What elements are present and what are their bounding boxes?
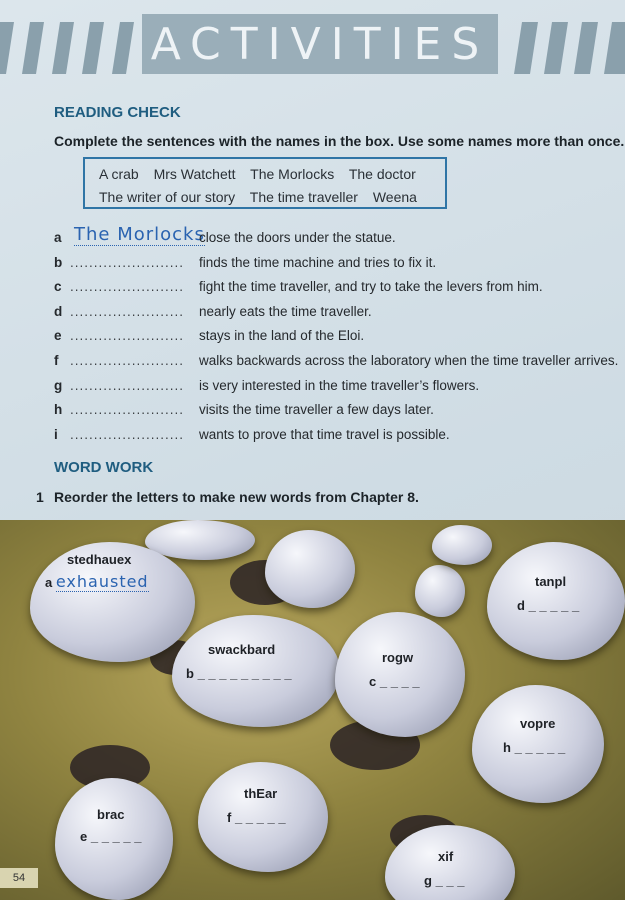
- sentence-letter: b: [54, 254, 63, 270]
- sentence-row: [54, 275, 614, 300]
- answer-blank[interactable]: ........................: [70, 279, 185, 295]
- answer-line: [369, 674, 420, 689]
- sentence-row: [54, 226, 614, 251]
- answer-line: [424, 873, 465, 888]
- small-rock: [265, 530, 355, 608]
- word-work-instruction: Reorder the letters to make new words from Chapter 8.: [54, 489, 419, 505]
- answer-line: [517, 598, 579, 613]
- scrambled-word: xif: [438, 849, 454, 864]
- sentence-text: nearly eats the time traveller.: [199, 303, 372, 319]
- answer-letter: e: [80, 829, 88, 844]
- answer-blank[interactable]: ........................: [70, 303, 185, 319]
- answer-letter: d: [517, 598, 525, 613]
- name-option: The doctor: [348, 166, 416, 182]
- sentence-row: [54, 374, 614, 399]
- scrambled-word: thEar: [244, 786, 278, 801]
- sentence-text: visits the time traveller a few days later.: [199, 402, 434, 418]
- scrambled-word: tanpl: [535, 574, 567, 589]
- answer-input[interactable]: _ _ _ _ _: [528, 598, 580, 613]
- name-option: The writer of our story: [99, 189, 236, 205]
- sentences-list: [54, 224, 619, 447]
- right-zigzag-decoration: [500, 14, 625, 76]
- reading-check-heading: READING CHECK: [54, 104, 181, 121]
- sentence-text: wants to prove that time travel is possible.: [199, 426, 450, 442]
- sentence-row: [54, 398, 614, 423]
- answer-letter: f: [227, 810, 232, 825]
- answer-input[interactable]: _ _ _ _ _: [90, 829, 142, 844]
- sentence-row: [54, 251, 614, 276]
- sentence-letter: a: [54, 230, 62, 245]
- scrambled-word: brac: [97, 807, 125, 822]
- answer-line: [80, 829, 141, 844]
- sentence-text: finds the time machine and tries to fix it.: [199, 254, 437, 270]
- answer-blank[interactable]: ........................: [70, 426, 185, 442]
- sentence-row: [54, 423, 614, 448]
- answer-blank[interactable]: The Morlocks: [74, 224, 205, 245]
- sentence-letter: e: [54, 328, 62, 344]
- sentence-row: [54, 300, 614, 325]
- names-box: [83, 157, 447, 209]
- sentence-letter: g: [54, 377, 63, 393]
- name-option: The Morlocks: [250, 166, 335, 182]
- answer-input[interactable]: _ _ _ _ _ _ _ _ _: [197, 666, 292, 681]
- answer-input[interactable]: _ _ _: [435, 873, 465, 888]
- name-option: A crab: [99, 166, 139, 182]
- names-row-2: [99, 189, 428, 205]
- scrambled-word: vopre: [520, 716, 556, 731]
- name-option: Mrs Watchett: [153, 166, 236, 182]
- answer-letter: h: [503, 740, 511, 755]
- answer-blank[interactable]: ........................: [70, 402, 185, 418]
- answer-line: [503, 740, 565, 755]
- answer-blank[interactable]: ........................: [70, 352, 185, 368]
- word-work-heading: WORD WORK: [54, 459, 154, 476]
- sentence-text: is very interested in the time traveller’s flowers.: [199, 377, 480, 393]
- reading-check-instruction: Complete the sentences with the names in the box. Use some names more than once.: [54, 133, 625, 149]
- sentence-letter: i: [54, 426, 58, 442]
- sentence-letter: c: [54, 279, 62, 295]
- scrambled-word: stedhauex: [67, 552, 132, 567]
- answer-line: [227, 810, 286, 825]
- small-rock: [415, 565, 465, 617]
- answer-input[interactable]: _ _ _ _ _: [514, 740, 566, 755]
- small-rock: [432, 525, 492, 565]
- answer-letter: c: [369, 674, 377, 689]
- sentence-row: [54, 324, 614, 349]
- answer-letter: g: [424, 873, 432, 888]
- sentence-letter: h: [54, 402, 63, 418]
- answer-line: [45, 572, 149, 591]
- sentence-letter: d: [54, 303, 63, 319]
- answer-letter: a: [45, 575, 53, 590]
- rocks-illustration: [0, 520, 625, 900]
- sentence-letter: f: [54, 352, 59, 368]
- word-work-instruction-number: 1: [36, 489, 44, 505]
- answer-input[interactable]: _ _ _ _: [379, 674, 420, 689]
- banner-title-box: [142, 14, 498, 74]
- answer-letter: b: [186, 666, 194, 681]
- answer-line: [186, 666, 292, 681]
- sentence-text: fight the time traveller, and try to take the levers from him.: [199, 279, 543, 295]
- left-zigzag-decoration: [0, 14, 140, 76]
- sentence-text: stays in the land of the Eloi.: [199, 328, 365, 344]
- sentence-row: [54, 349, 619, 374]
- activities-banner: [0, 6, 625, 76]
- scrambled-word: swackbard: [208, 642, 276, 657]
- names-row-1: [99, 166, 427, 182]
- name-option: The time traveller: [249, 189, 358, 205]
- sentence-text: walks backwards across the laboratory when the time traveller arrives.: [199, 352, 619, 368]
- scrambled-word: rogw: [382, 650, 414, 665]
- sentence-text: close the doors under the statue.: [199, 230, 396, 245]
- page-number: 54: [0, 868, 38, 888]
- answer-blank[interactable]: ........................: [70, 377, 185, 393]
- answer-input[interactable]: exhausted: [55, 572, 149, 591]
- answer-input[interactable]: _ _ _ _ _: [234, 810, 286, 825]
- name-option: Weena: [372, 189, 417, 205]
- page-title: ACTIVITIES: [150, 18, 490, 70]
- answer-blank[interactable]: ........................: [70, 328, 185, 344]
- answer-blank[interactable]: ........................: [70, 254, 185, 270]
